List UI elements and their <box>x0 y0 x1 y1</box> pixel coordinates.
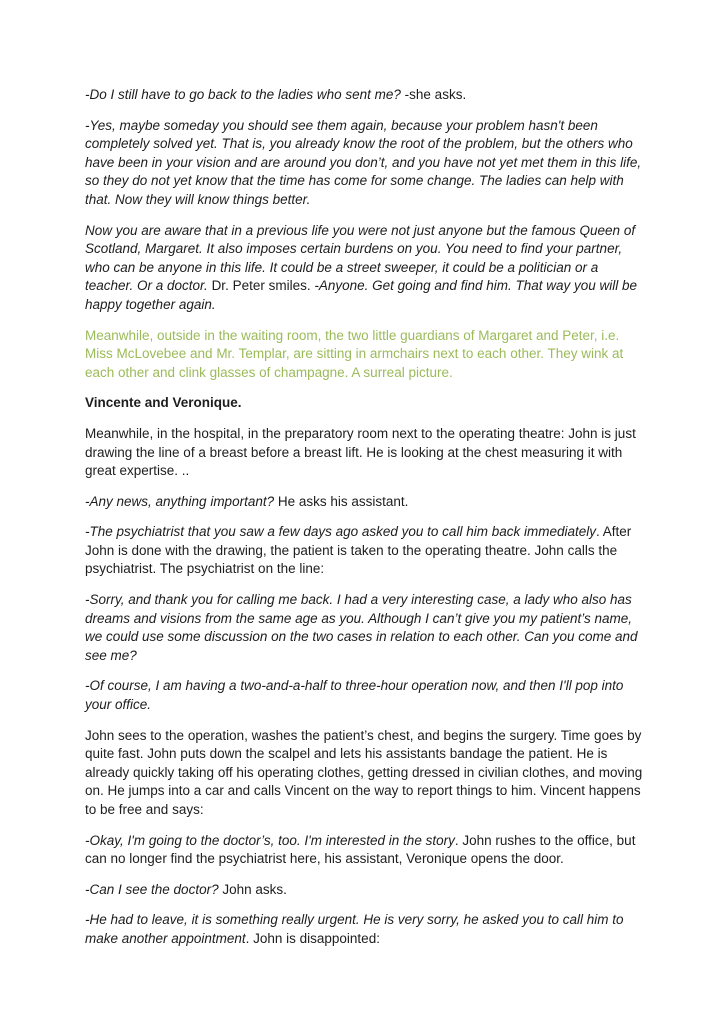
text-run: -Okay, I'm going to the doctor’s, too. I'm interested in the story <box>85 832 455 848</box>
text-run: -she asks. <box>404 87 467 102</box>
text-run: Now you are aware that in a previous life you were not just anyone but the famous Queen of Scotland, Margaret. It also imposes certain burdens on you. You need to find your partner, who can be anyone in this life. It could be a street sweeper, it could be a politician or a teacher. Or a doctor. <box>85 222 636 294</box>
paragraph-he-had-to-leave <box>85 911 648 948</box>
section-heading: Vincente and Veronique. <box>85 395 242 411</box>
paragraph-psychiatrist-callback <box>85 523 648 579</box>
text-run: Meanwhile, outside in the waiting room, the two little guardians of Margaret and Peter, i.e. Miss McLovebee and Mr. Templar, are sitting in armchairs next to each other. They wink at each other and clink glasses of champagne. A surreal picture. <box>85 327 624 380</box>
text-run: Meanwhile, in the hospital, in the preparatory room next to the operating theatre: John is just drawing the line of a breast before a breast lift. He is looking at the chest measuring it with great expertise. .. <box>85 425 636 479</box>
text-run: -Of course, I am having a two-and-a-half to three-hour operation now, and then I'll pop into your office. <box>85 678 624 713</box>
text-run: He asks his assistant. <box>277 493 409 509</box>
text-run: -He had to leave, it is something really urgent. He is very sorry, he asked you to call him to make another appointment <box>85 912 624 946</box>
paragraph-hospital-preparatory-room <box>85 425 648 481</box>
paragraph-dialogue-yes-someday <box>85 117 648 210</box>
text-run: -Can I see the doctor? <box>85 881 223 897</box>
paragraph-can-i-see-doctor <box>85 881 648 900</box>
text-run: . After John is done with the drawing, the patient is taken to the operating theatre. John calls the psychiatrist. The psychiatrist on the line: <box>85 524 632 577</box>
text-run: . John rushes to the office, but can no longer find the psychiatrist here, his assistant, Veronique opens the door. <box>85 832 636 867</box>
text-run: -Anyone. Get going and find him. That way you will be happy together again. <box>85 278 638 312</box>
text-run: Dr. Peter smiles. <box>211 278 315 294</box>
text-run: -Do I still have to go back to the ladies who sent me? <box>85 87 405 102</box>
paragraph-waiting-room-green <box>85 327 648 383</box>
paragraph-queen-of-scotland <box>85 222 648 315</box>
text-run: -Yes, maybe someday you should see them again, because your problem hasn't been completely solved yet. That is, you already know the root of the problem, but the others who have been in your vision and are around you don’t, and you have not yet met them in this life, so they do not yet know that the time has come for some change. The ladies can help with that. Now they will know things better. <box>85 117 642 207</box>
paragraph-sorry-interesting-case <box>85 591 648 665</box>
paragraph-any-news <box>85 493 648 512</box>
text-run: -Sorry, and thank you for calling me back. I had a very interesting case, a lady who also has dreams and visions from the same age as you. Although I can’t give you my patient’s name, we could use some discussion on the two cases in relation to each other. Can you come and see me? <box>85 592 638 663</box>
text-run: John asks. <box>222 881 287 897</box>
text-run: -Any news, anything important? <box>85 493 278 509</box>
text-run: John sees to the operation, washes the patient’s chest, and begins the surgery. Time goes by quite fast. John puts down the scalpel and lets his assistants bandage the patient. He is already quickly taking off his operating clothes, getting dressed in civilian clothes, and moving on. He jumps into a car and calls Vincent on the way to report things to him. Vincent happens to be free and says: <box>85 727 643 817</box>
text-run: -The psychiatrist that you saw a few days ago asked you to call him back immediately <box>85 524 596 540</box>
text-run: . John is disappointed: <box>245 930 380 946</box>
paragraph-okay-doctors-too <box>85 832 648 869</box>
paragraph-of-course-operation <box>85 677 648 714</box>
paragraph-john-operation <box>85 727 648 820</box>
paragraph-dialogue-ladies-question <box>85 86 648 105</box>
